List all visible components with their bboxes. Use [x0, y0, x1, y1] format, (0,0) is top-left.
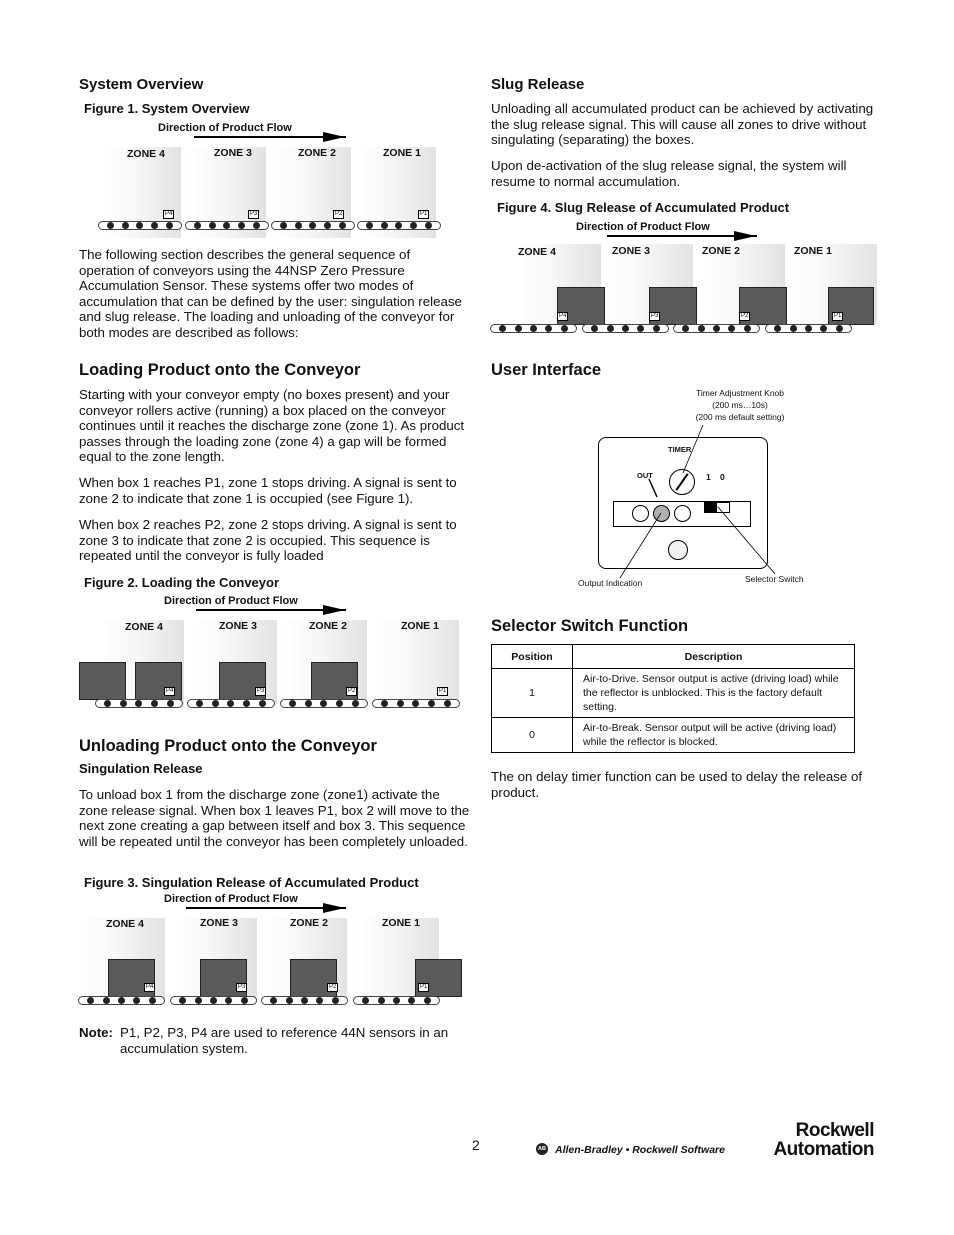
- out-label: OUT: [637, 471, 653, 480]
- conveyor-segment: [582, 324, 669, 333]
- note-text: P1, P2, P3, P4 are used to reference 44N sensors in an accumulation system.: [120, 1025, 449, 1056]
- logo-line-1: Rockwell: [795, 1120, 874, 1141]
- user-interface-diagram: [575, 385, 815, 595]
- sensor-p1: P1: [420, 211, 428, 217]
- sensor-p2: P2: [741, 313, 749, 319]
- sensor-p4: P4: [166, 688, 174, 694]
- sensor-p1: P1: [420, 984, 428, 990]
- figure-3-diagram: [78, 891, 468, 1011]
- selector-switch-label: Selector Switch: [745, 574, 804, 584]
- conveyor-segment: [170, 996, 257, 1005]
- brand-line: Allen-Bradley • Rockwell Software: [555, 1144, 725, 1156]
- sensor-p2: P2: [329, 984, 337, 990]
- intro-paragraph: The following section describes the general sequence of operation of conveyors using the 44NSP Zero Pressure Accumulation Sensor. These systems offer two modes of accumulation that can be defined by the user: singulation release and slug release. The loading and unloading of the conveyor for both modes are described as follows:: [79, 247, 462, 340]
- note-label: Note:: [79, 1025, 113, 1040]
- zone-2-label: ZONE 2: [702, 245, 740, 257]
- figure-1-caption: Figure 1. System Overview: [84, 101, 250, 116]
- loading-paragraph-2: When box 1 reaches P1, zone 1 stops driving. A signal is sent to zone 2 to indicate that zone 1 is occupied (see Figure 1).: [79, 475, 457, 506]
- conveyor-segment: [372, 699, 460, 708]
- selector-switch-table: [491, 644, 855, 753]
- output-indication-label: Output Indication: [578, 578, 643, 588]
- rockwell-automation-logo: [740, 1121, 874, 1159]
- figure-2-diagram: [78, 593, 468, 713]
- figure-4-caption: Figure 4. Slug Release of Accumulated Product: [497, 200, 790, 215]
- zone-4-label: ZONE 4: [125, 621, 163, 633]
- timer-knob-callout-line-1: Timer Adjustment Knob: [695, 388, 785, 398]
- figure-3-caption: Figure 3. Singulation Release of Accumulated Product: [84, 875, 419, 890]
- conveyor-segment: [95, 699, 183, 708]
- zone-1-label: ZONE 1: [382, 917, 420, 929]
- conveyor-segment: [98, 221, 182, 230]
- sensor-p3: P3: [250, 211, 258, 217]
- loading-heading: Loading Product onto the Conveyor: [79, 361, 361, 379]
- conveyor-segment: [490, 324, 577, 333]
- table-header-row: [492, 645, 855, 669]
- sensor-p3: P3: [651, 313, 659, 319]
- conveyor-segment: [765, 324, 852, 333]
- conveyor-segment: [185, 221, 269, 230]
- flow-arrow-head: [323, 132, 345, 142]
- sensor-p4: P4: [559, 313, 567, 319]
- selector-switch-heading: Selector Switch Function: [491, 617, 689, 635]
- zone-2-label: ZONE 2: [298, 147, 336, 159]
- unloading-heading: Unloading Product onto the Conveyor: [79, 737, 377, 755]
- conveyor-segment: [357, 221, 441, 230]
- flow-arrow-line: [186, 907, 346, 909]
- flow-direction-label: Direction of Product Flow: [164, 595, 298, 607]
- table-row: [492, 669, 855, 718]
- zone-3-label: ZONE 3: [612, 245, 650, 257]
- flow-arrow-head: [323, 605, 345, 615]
- sensor-p1: P1: [439, 688, 447, 694]
- box: [79, 662, 126, 700]
- zone-2-label: ZONE 2: [290, 917, 328, 929]
- slug-paragraph-2: Upon de-activation of the slug release signal, the system will resume to normal accumulation.: [491, 158, 847, 189]
- timer-label: TIMER: [668, 445, 692, 454]
- sensor-p3: P3: [257, 688, 265, 694]
- sensor-p1: P1: [834, 313, 842, 319]
- description-cell: Air-to-Drive. Sensor output is active (driving load) while the reflector is unblocked. This is the factory default setting.: [573, 669, 855, 718]
- figure-2-caption: Figure 2. Loading the Conveyor: [84, 575, 280, 590]
- conveyor-segment: [187, 699, 275, 708]
- singulation-subheading: Singulation Release: [79, 761, 203, 776]
- logo-line-2: Automation: [773, 1139, 874, 1160]
- conveyor-segment: [673, 324, 760, 333]
- flow-direction-label: Direction of Product Flow: [164, 893, 298, 905]
- zone-4-label: ZONE 4: [127, 148, 165, 160]
- timer-knob-callout-line-3: (200 ms default setting): [695, 412, 785, 422]
- zone-1-label: ZONE 1: [794, 245, 832, 257]
- unloading-paragraph: To unload box 1 from the discharge zone (zone1) activate the zone release signal. When box 1 leaves P1, box 2 will move to the next zone creating a gap between itself and box 3. This sequence will be repeated until the conveyor has been completely unloaded.: [79, 787, 470, 849]
- zone-2-label: ZONE 2: [309, 620, 347, 632]
- zone-1-label: ZONE 1: [383, 147, 421, 159]
- sensor-p3: P3: [238, 984, 246, 990]
- flow-arrow-head: [734, 231, 756, 241]
- conveyor-segment: [353, 996, 440, 1005]
- sensor-p2: P2: [335, 211, 343, 217]
- zone-1-label: ZONE 1: [401, 620, 439, 632]
- timer-paragraph: The on delay timer function can be used to delay the release of product.: [491, 769, 863, 800]
- flow-direction-label: Direction of Product Flow: [158, 122, 292, 134]
- conveyor-segment: [78, 996, 165, 1005]
- sensor-p2: P2: [348, 688, 356, 694]
- zone-4-label: ZONE 4: [518, 246, 556, 258]
- flow-arrow-head: [323, 903, 345, 913]
- description-cell: Air-to-Break. Sensor output will be active (driving load) while the reflector is blocked.: [573, 718, 855, 753]
- position-0-label: 0: [720, 472, 725, 482]
- figure-4-diagram: [489, 219, 879, 339]
- sensor-p4: P4: [165, 211, 173, 217]
- slug-release-heading: Slug Release: [491, 76, 585, 93]
- page-number: 2: [472, 1137, 480, 1153]
- table-row: [492, 718, 855, 753]
- flow-direction-label: Direction of Product Flow: [576, 221, 710, 233]
- conveyor-segment: [280, 699, 368, 708]
- loading-paragraph-3: When box 2 reaches P2, zone 2 stops driving. A signal is sent to zone 3 to indicate that zone 2 is occupied. This sequence is repeated until the conveyor is fully loaded: [79, 517, 457, 563]
- position-cell: 0: [492, 718, 573, 753]
- callout-lines: [575, 385, 815, 595]
- position-column-header: Position: [492, 645, 573, 669]
- figure-1-diagram: [97, 120, 467, 235]
- loading-paragraph-1: Starting with your conveyor empty (no boxes present) and your conveyor rollers active (running) a box placed on the conveyor continues until it reaches the discharge zone (zone 1). As product passes through the loading zone (zone 4) a gap will be formed equal to the zone length.: [79, 387, 465, 464]
- system-overview-heading: System Overview: [79, 76, 204, 93]
- zone-4-label: ZONE 4: [106, 918, 144, 930]
- zone-3-label: ZONE 3: [219, 620, 257, 632]
- position-cell: 1: [492, 669, 573, 718]
- user-interface-heading: User Interface: [491, 361, 602, 379]
- description-column-header: Description: [573, 645, 855, 669]
- position-1-label: 1: [706, 472, 711, 482]
- conveyor-segment: [261, 996, 348, 1005]
- zone-3-label: ZONE 3: [214, 147, 252, 159]
- zone-3-label: ZONE 3: [200, 917, 238, 929]
- sensor-p4: P4: [146, 984, 154, 990]
- slug-paragraph-1: Unloading all accumulated product can be achieved by activating the slug release signal. This will cause all zones to drive without singulating (separating) the boxes.: [491, 101, 874, 147]
- timer-knob-callout-line-2: (200 ms…10s): [712, 400, 768, 410]
- allen-bradley-logo: AB: [536, 1143, 548, 1155]
- conveyor-segment: [271, 221, 355, 230]
